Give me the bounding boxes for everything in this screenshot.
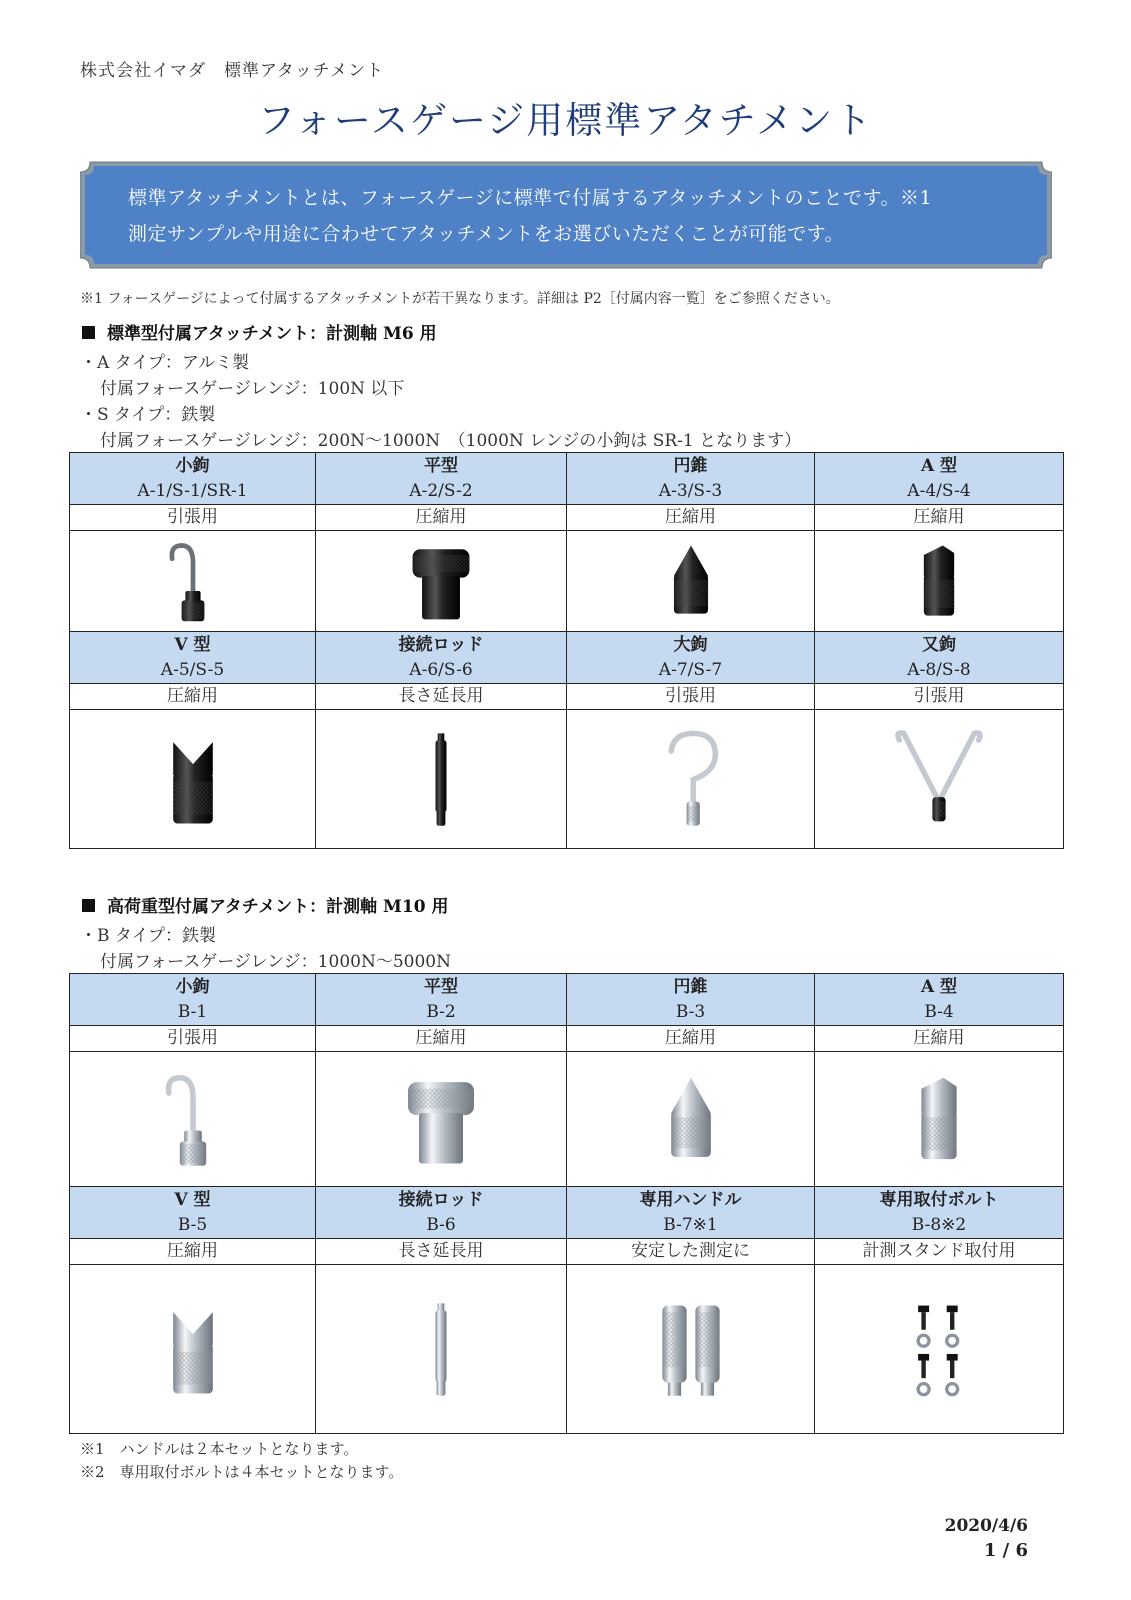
- attachment-code: A-1/S-1/SR-1: [137, 480, 248, 501]
- attachment-image-cell: [70, 531, 316, 632]
- attachment-use: 長さ延長用: [316, 684, 567, 710]
- attachment-use: 圧縮用: [70, 1239, 316, 1265]
- attachment-image-cell: [70, 1265, 316, 1434]
- attachment-code: B-1: [177, 1001, 208, 1022]
- attachment-name: 平型: [424, 976, 458, 997]
- company-header: 株式会社イマダ 標準アタッチメント: [80, 61, 385, 81]
- cone-tip-icon: [636, 1057, 746, 1181]
- attachment-image-cell: [815, 1052, 1064, 1187]
- attachment-use: 圧縮用: [567, 505, 815, 531]
- attachment-code: A-4/S-4: [907, 480, 971, 501]
- footnote-2: ※2 専用取付ボルトは４本セットとなります。: [80, 1463, 404, 1481]
- attachment-image-cell: [316, 1052, 567, 1187]
- attachment-use: 圧縮用: [316, 505, 567, 531]
- section1-type-s-range: 付属フォースゲージレンジ：200N～1000N （1000N レンジの小鉤は SR-1 となります）: [100, 431, 802, 451]
- attachment-use: 引張用: [70, 505, 316, 531]
- page-title: フォースゲージ用標準アタチメント: [257, 99, 874, 142]
- attachment-name: 小鉤: [175, 455, 210, 476]
- attachment-use: 圧縮用: [70, 684, 316, 710]
- section2-type-b-range: 付属フォースゲージレンジ：1000N～5000N: [100, 952, 451, 972]
- section1-type-a: ・A タイプ：アルミ製: [80, 353, 250, 373]
- attachment-name: A 型: [920, 976, 958, 997]
- attachment-table-m6: [69, 452, 1064, 849]
- attachment-header-cell: [316, 974, 567, 1026]
- attachment-use: 圧縮用: [316, 1026, 567, 1052]
- small-hook-icon: [138, 1057, 248, 1181]
- attachment-name: 平型: [424, 455, 458, 476]
- attachment-use: 圧縮用: [815, 1026, 1064, 1052]
- attachment-code: A-8/S-8: [907, 659, 971, 680]
- attachment-code: B-2: [426, 1001, 456, 1022]
- attachment-header-cell: [815, 974, 1064, 1026]
- attachment-header-cell: [70, 453, 316, 505]
- attachment-header-cell: [815, 632, 1064, 684]
- flat-tip-icon: [386, 1057, 496, 1181]
- attachment-header-cell: [567, 453, 815, 505]
- attachment-header-cell: [815, 1187, 1064, 1239]
- banner-line-1: 標準アタッチメントとは、フォースゲージに標準で付属するアタッチメントのことです。※1: [128, 187, 933, 209]
- attachment-image-cell: [316, 710, 567, 849]
- attachment-code: B-8※2: [911, 1214, 967, 1235]
- attachment-use: 引張用: [815, 684, 1064, 710]
- cone-tip-icon: [636, 536, 746, 626]
- attachment-name: A 型: [920, 455, 958, 476]
- attachment-use: 圧縮用: [815, 505, 1064, 531]
- attachment-code: A-6/S-6: [409, 659, 473, 680]
- attachment-image-cell: [70, 1052, 316, 1187]
- attachment-table-m10: [69, 973, 1064, 1434]
- chisel-tip-icon: [884, 536, 994, 626]
- attachment-name: 専用取付ボルト: [879, 1189, 999, 1210]
- section1-type-s: ・S タイプ：鉄製: [80, 405, 216, 425]
- page-number: 1 / 6: [983, 1540, 1028, 1561]
- section1-type-a-range: 付属フォースゲージレンジ：100N 以下: [100, 379, 405, 399]
- attachment-image-cell: [567, 710, 815, 849]
- fork-hook-icon: [884, 715, 994, 843]
- attachment-code: B-3: [675, 1001, 706, 1022]
- attachment-image-cell: [815, 710, 1064, 849]
- attachment-code: A-2/S-2: [409, 480, 473, 501]
- attachment-name: V 型: [174, 634, 211, 655]
- note-top: ※1 フォースゲージによって付属するアタッチメントが若干異なります。詳細は P2［付属内容一覧］をご参照ください。: [80, 291, 840, 307]
- attachment-name: V 型: [174, 1189, 211, 1210]
- attachment-header-cell: [316, 1187, 567, 1239]
- attachment-header-cell: [567, 974, 815, 1026]
- attachment-name: 大鉤: [673, 634, 708, 655]
- attachment-use: 長さ延長用: [316, 1239, 567, 1265]
- attachment-name: 又鉤: [922, 634, 956, 655]
- attachment-header-cell: [567, 632, 815, 684]
- attachment-use: 安定した測定に: [567, 1239, 815, 1265]
- footnote-1: ※1 ハンドルは２本セットとなります。: [80, 1440, 359, 1458]
- attachment-image-cell: [70, 710, 316, 849]
- attachment-image-cell: [316, 531, 567, 632]
- section2-type-b: ・B タイプ：鉄製: [80, 926, 217, 946]
- extension-rod-icon: [386, 1270, 496, 1428]
- attachment-code: B-5: [177, 1214, 208, 1235]
- attachment-code: B-7※1: [663, 1214, 718, 1235]
- attachment-use: 引張用: [567, 684, 815, 710]
- attachment-code: B-4: [924, 1001, 954, 1022]
- attachment-name: 専用ハンドル: [639, 1189, 742, 1210]
- v-notch-tip-icon: [138, 1270, 248, 1428]
- intro-banner: [80, 160, 1052, 270]
- attachment-image-cell: [567, 1265, 815, 1434]
- attachment-use: 計測スタンド取付用: [815, 1239, 1064, 1265]
- attachment-header-cell: [316, 453, 567, 505]
- mounting-bolts-icon: [884, 1270, 994, 1428]
- attachment-header-cell: [567, 1187, 815, 1239]
- attachment-header-cell: [815, 453, 1064, 505]
- attachment-code: B-6: [426, 1214, 456, 1235]
- attachment-name: 小鉤: [175, 976, 210, 997]
- attachment-image-cell: [567, 1052, 815, 1187]
- banner-line-2: 測定サンプルや用途に合わせてアタッチメントをお選びいただくことが可能です。: [128, 223, 845, 245]
- chisel-tip-icon: [884, 1057, 994, 1181]
- attachment-image-cell: [567, 531, 815, 632]
- attachment-header-cell: [70, 1187, 316, 1239]
- attachment-image-cell: [815, 531, 1064, 632]
- extension-rod-icon: [386, 715, 496, 843]
- attachment-use: 引張用: [70, 1026, 316, 1052]
- attachment-code: A-7/S-7: [658, 659, 723, 680]
- attachment-name: 接続ロッド: [398, 1189, 484, 1210]
- attachment-code: A-5/S-5: [160, 659, 225, 680]
- attachment-name: 円錐: [673, 976, 708, 997]
- section2-heading: 高荷重型付属アタチメント：計測軸 M10 用: [82, 892, 448, 917]
- small-hook-icon: [138, 536, 248, 626]
- handle-pair-icon: [636, 1270, 746, 1428]
- flat-tip-icon: [386, 536, 496, 626]
- attachment-header-cell: [70, 632, 316, 684]
- v-notch-tip-icon: [138, 715, 248, 843]
- attachment-image-cell: [316, 1265, 567, 1434]
- section1-heading: 標準型付属アタッチメント：計測軸 M6 用: [82, 319, 437, 344]
- attachment-header-cell: [70, 974, 316, 1026]
- attachment-image-cell: [815, 1265, 1064, 1434]
- attachment-name: 接続ロッド: [398, 634, 484, 655]
- large-hook-icon: [636, 715, 746, 843]
- attachment-header-cell: [316, 632, 567, 684]
- document-date: 2020/4/6: [944, 1516, 1028, 1536]
- attachment-code: A-3/S-3: [658, 480, 723, 501]
- attachment-name: 円錐: [673, 455, 708, 476]
- attachment-use: 圧縮用: [567, 1026, 815, 1052]
